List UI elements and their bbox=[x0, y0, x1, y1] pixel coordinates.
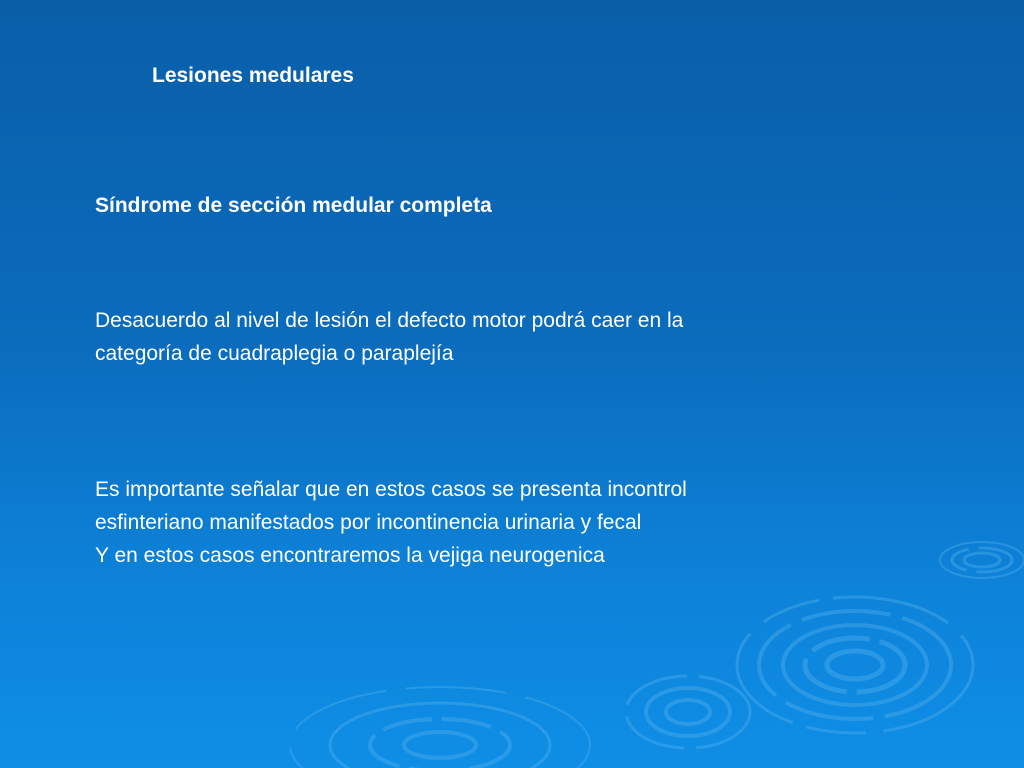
ripple-bottom-center bbox=[290, 687, 590, 768]
ripple-medium bbox=[626, 676, 750, 748]
paragraph-line: categoría de cuadraplegia o paraplejía bbox=[95, 342, 454, 365]
slide-subtitle: Síndrome de sección medular completa bbox=[95, 194, 492, 217]
ripple-small-right bbox=[940, 542, 1024, 578]
paragraph-motor-defect bbox=[95, 304, 935, 370]
paragraph-line: Desacuerdo al nivel de lesión el defecto motor podrá caer en la bbox=[95, 309, 684, 332]
paragraph-line: esfinteriano manifestados por incontinencia urinaria y fecal bbox=[95, 511, 642, 534]
ripple-large bbox=[737, 597, 973, 733]
paragraph-line: Y en estos casos encontraremos la vejiga neurogenica bbox=[95, 544, 605, 567]
paragraph-line: Es importante señalar que en estos casos se presenta incontrol bbox=[95, 478, 687, 501]
slide-title: Lesiones medulares bbox=[152, 64, 354, 87]
paragraph-incontinence bbox=[95, 473, 935, 572]
